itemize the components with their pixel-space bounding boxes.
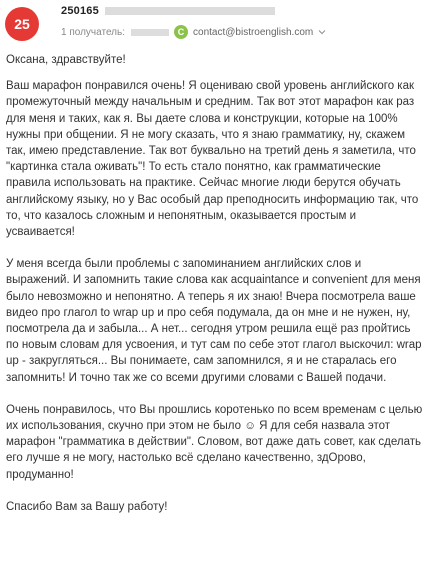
sender-id[interactable]: 250165 (61, 5, 99, 17)
sender-avatar[interactable]: 25 (5, 7, 39, 41)
message-paragraph-1: Ваш марафон понравился очень! Я оцениваю свой уровень английского как промежуточный между начальным и средним. Так вот этот марафон как раз для меня и таких, как я. Вы даете слова и конструкции, которые на 100% нужны при общении. Я не могу сказать, что я знаю грамматику, ну, скажем так, имею представление. Так вот буквально на третий день я заметила, что "картинка стала оживать"! То есть стало понятно, как грамматические правила использовать на практике. Сейчас многие люди берутся обучать английскому языку, но у Вас особый дар преподносить информацию так, что то, что казалось сложным и непонятным, оказывается простым и усваивается! (6, 80, 419, 239)
message-body (6, 52, 424, 531)
message-greeting: Оксана, здравствуйте! (6, 54, 126, 66)
email-header (0, 0, 428, 46)
recipient-redaction (131, 29, 169, 36)
contact-avatar[interactable]: C (174, 25, 188, 39)
message-paragraph-4: Спасибо Вам за Вашу работу! (6, 500, 168, 513)
sender-redaction (105, 7, 275, 15)
message-paragraph-2: У меня всегда были проблемы с запоминанием английских слов и выражений. И запомнить такие слова как acquaintance и convenient для меня было невозможно и непонятно. А теперь я их знаю! Вчера посмотрела ваше видео про глагол to wrap up и про себя подумала, да он мне и не нужен, ну, посмотрела да и забыла... А нет... сегодня утром решила ещё раз пройтись по новым словам для усвоения, и тут сам по себе этот глагол выскочил: wrap up - закругляться... Вы понимаете, сам запомнился, я и не старалась его запомнить! И точно так же со всеми другими словами с Вашей подачи. (6, 258, 422, 384)
recipient-line (61, 24, 326, 40)
contact-email[interactable]: contact@bistroenglish.com (193, 26, 314, 38)
chevron-down-icon[interactable] (318, 28, 326, 36)
message-paragraph-3: Очень понравилось, что Вы прошлись коротенько по всем временам с целью их использования, скучно при этом не было ☺ Я для себя назвала этот марафон "грамматика в действии". Словом, вот даже дать совет, как сделать его лучше я не могу, настолько всё сделано качественно, здОрово, продуманно! (6, 403, 423, 481)
recipient-label: 1 получатель: (61, 26, 126, 38)
sender-line (61, 4, 275, 18)
